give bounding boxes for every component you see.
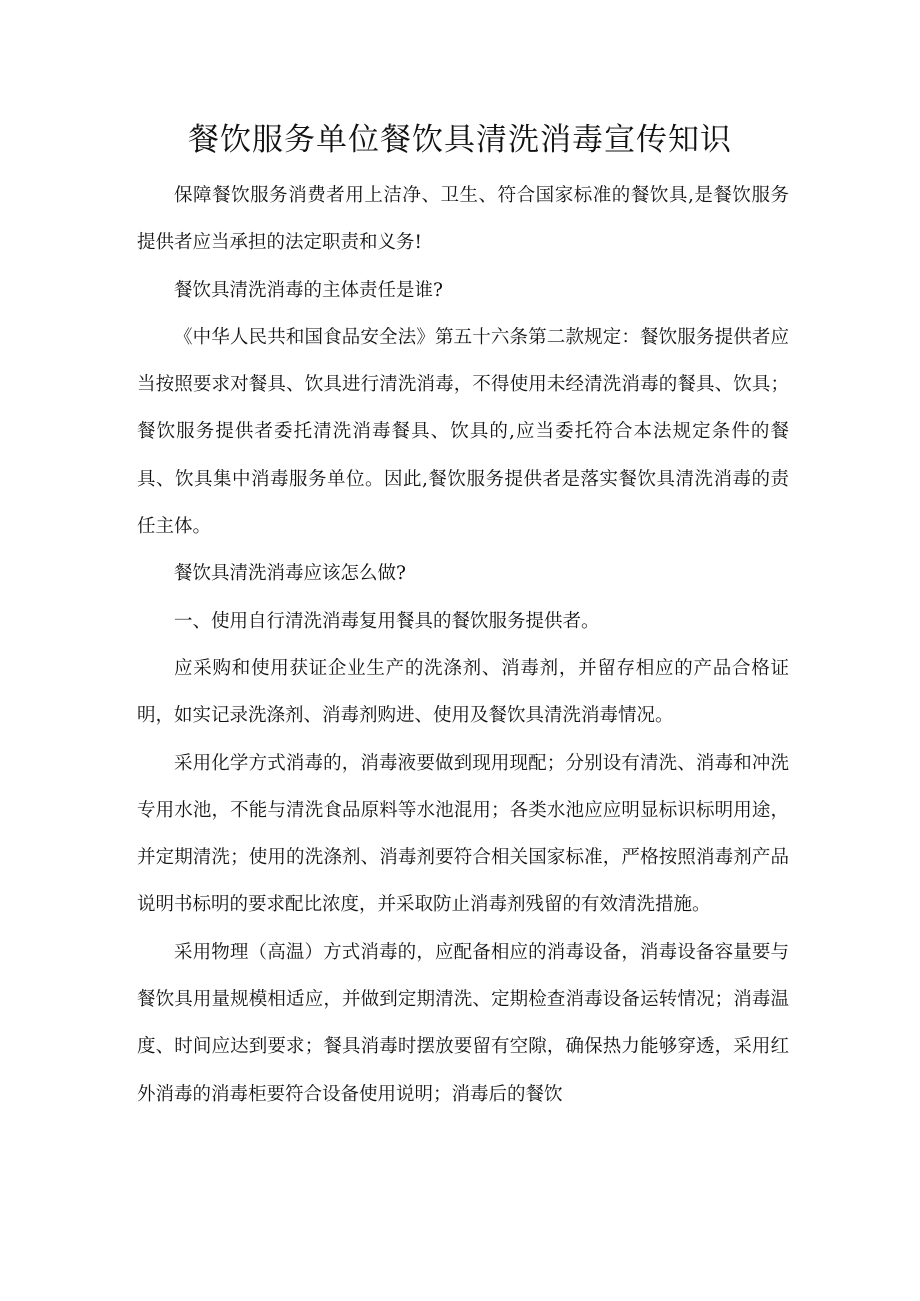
paragraph-law-citation: 《中华人民共和国食品安全法》第五十六条第二款规定：餐饮服务提供者应当按照要求对餐具、饮具进行清洗消毒，不得使用未经清洗消毒的餐具、饮具；餐饮服务提供者委托清洗消毒餐具、饮具的,应当委托符合本法规定条件的餐具、饮具集中消毒服务单位。因此,餐饮服务提供者是落实餐饮具清洗消毒的责任主体。 [137, 326, 789, 538]
paragraph-chemical-disinfection: 采用化学方式消毒的，消毒液要做到现用现配；分别设有清洗、消毒和冲洗专用水池，不能与清洗食品原料等水池混用；各类水池应应明显标识标明用途，并定期清洗；使用的洗涤剂、消毒剂要符合相关国家标准，严格按照消毒剂产品说明书标明的要求配比浓度，并采取防止消毒剂残留的有效清洗措施。 [137, 752, 789, 916]
document-title: 餐饮服务单位餐饮具清洗消毒宣传知识 [188, 122, 732, 158]
document-body [137, 172, 789, 1118]
paragraph-section-one-heading: 一、使用自行清洗消毒复用餐具的餐饮服务提供者。 [174, 610, 600, 632]
paragraph-physical-disinfection: 采用物理（高温）方式消毒的，应配备相应的消毒设备，消毒设备容量要与餐饮具用量规模相适应，并做到定期清洗、定期检查消毒设备运转情况；消毒温度、时间应达到要求；餐具消毒时摆放要留有空隙，确保热力能够穿透，采用红外消毒的消毒柜要符合设备使用说明；消毒后的餐饮 [137, 941, 789, 1105]
paragraph-procurement: 应采购和使用获证企业生产的洗涤剂、消毒剂，并留存相应的产品合格证明，如实记录洗涤剂、消毒剂购进、使用及餐饮具清洗消毒情况。 [137, 657, 789, 727]
paragraph-question-how: 餐饮具清洗消毒应该怎么做? [174, 563, 406, 585]
paragraph-question-responsibility: 餐饮具清洗消毒的主体责任是谁? [174, 279, 443, 301]
paragraph-intro: 保障餐饮服务消费者用上洁净、卫生、符合国家标准的餐饮具,是餐饮服务提供者应当承担的法定职责和义务! [137, 185, 789, 254]
